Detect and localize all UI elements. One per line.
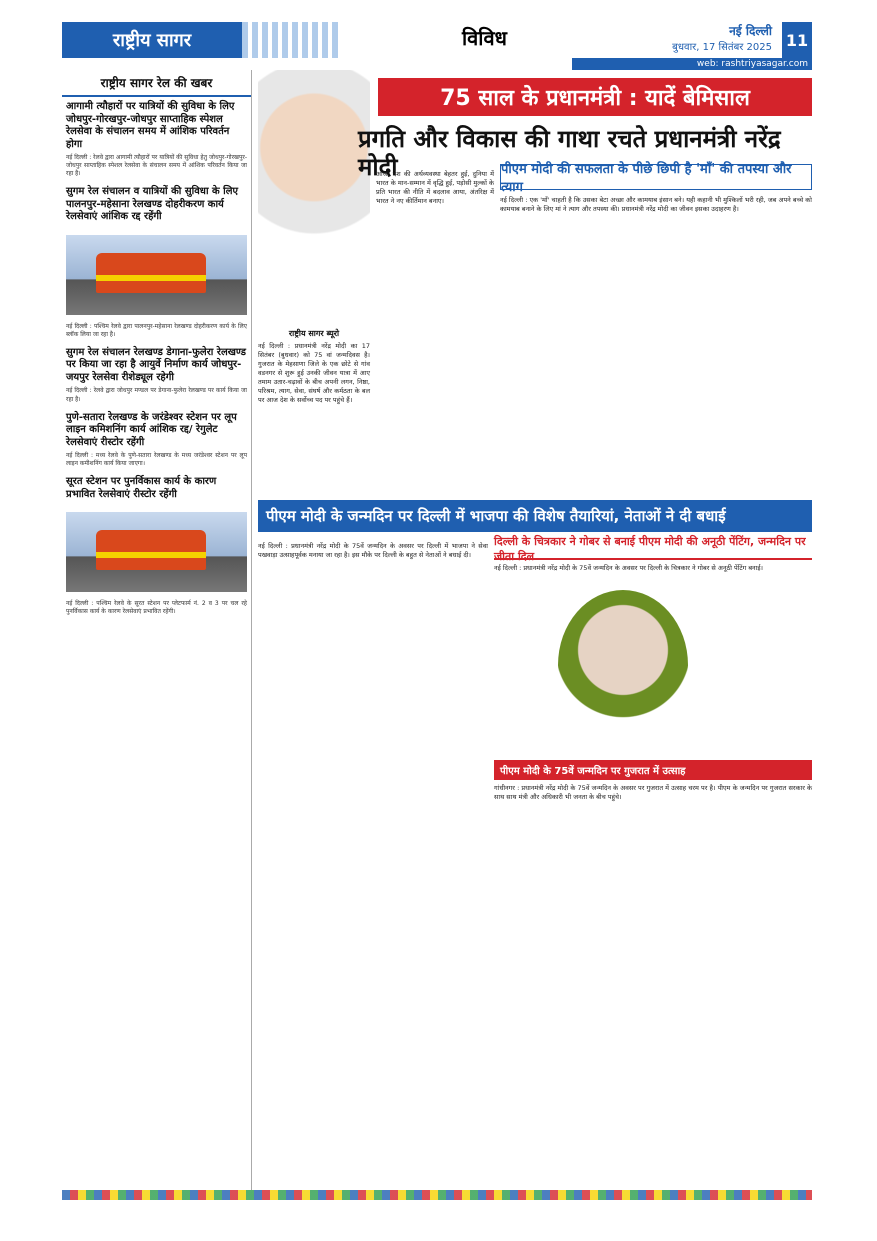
news-item bbox=[62, 343, 251, 408]
news-headline: सुगम रेल संचालन व यात्रियों की सुविधा के लिए पालनपुर-महेसाना रेलखण्ड दोहरीकरण कार्य रेलसेवाएं आंशिक रद्द रहेंगी bbox=[66, 186, 239, 223]
decorative-dots bbox=[242, 22, 342, 58]
article-col-3: नई दिल्ली : एक 'माँ' चाहती है कि उसका बेटा अच्छा और कामयाब इंसान बने। यही कहानी भी मुश्किलों भरी रही, जब अपने बच्चे को कामयाब बनाने के लिए मां ने त्याग और तपस्या की। प्रधानमंत्री नरेंद्र मोदी का जीवन इसका उदाहरण है। bbox=[500, 196, 812, 213]
news-body: नई दिल्ली : रेलवे द्वारा आगामी त्यौहारों पर यात्रियों की सुविधा हेतु जोधपुर-गोरखपुर-जोधपुर साप्ताहिक स्पेशल रेलसेवा के संचालन समय में आंशिक परिवर्तन किया जा रहा है। bbox=[66, 154, 247, 178]
news-item bbox=[62, 97, 251, 182]
page-header bbox=[62, 22, 812, 68]
brand-logo[interactable]: राष्ट्रीय सागर bbox=[62, 22, 242, 58]
news-body: नई दिल्ली : पश्चिम रेलवे के सूरत स्टेशन पर प्लेटफार्म नं. 2 व 3 पर चल रहे पुनर्विकास कार्य के कारण रेलसेवाएं प्रभावित रहेंगी। bbox=[66, 600, 247, 616]
news-headline: सुगम रेल संचालन रेलखण्ड डेगाना-फुलेरा रेलखण्ड पर किया जा रहा है आयुर्वे निर्माण कार्य जोधपुर-जयपुर रेलसेवा रीशेड्यूल रहेगी bbox=[66, 346, 247, 383]
news-headline: सूरत स्टेशन पर पुनर्विकास कार्य के कारण प्रभावित रेलसेवाएं रीस्टोर रहेंगी bbox=[66, 476, 217, 500]
city: नई दिल्ली bbox=[729, 24, 772, 38]
date: बुधवार, 17 सितंबर 2025 bbox=[672, 42, 772, 53]
news-body: नई दिल्ली : मध्य रेलवे के पुणे-सतारा रेलखण्ड के मध्य जरंडेश्वर स्टेशन पर लूप लाइन कमीशनिंग कार्य किया जाएगा। bbox=[66, 452, 247, 468]
gujarat-article: गांधीनगर : प्रधानमंत्री नरेंद्र मोदी के 75वें जन्मदिन के अवसर पर गुजरात में उत्साह चरम पर है। पीएम के जन्मदिन पर गुजरात सरकार के साथ साथ मंत्री और अधिकारी भी जनता के बीच पहुंचे। bbox=[494, 784, 812, 801]
section-title: विविध bbox=[462, 26, 507, 50]
news-body: नई दिल्ली : पश्चिम रेलवे द्वारा पालनपुर-महेसाना रेलखण्ड दोहरीकरण कार्य के लिए ब्लॉक लिया जा रहा है। bbox=[66, 322, 247, 338]
locomotive-stripe bbox=[96, 275, 206, 281]
news-item bbox=[62, 319, 251, 343]
painting-headline: दिल्ली के चित्रकार ने गोबर से बनाई पीएम मोदी की अनूठी पेंटिंग, जन्मदिन पर जीता दिल bbox=[494, 540, 812, 560]
bottom-article: नई दिल्ली : प्रधानमंत्री नरेंद्र मोदी के 75वें जन्मदिन के अवसर पर दिल्ली में भाजपा ने सेवा पखवाड़ा उत्साहपूर्वक मनाया जा रहा है। इस मौके पर दिल्ली के बहुत से नेताओं ने बधाई दी। bbox=[258, 542, 488, 559]
bottom-headline: पीएम मोदी के जन्मदिन पर दिल्ली में भाजपा की विशेष तैयारियां, नेताओं ने दी बधाई bbox=[258, 500, 812, 532]
news-item bbox=[62, 408, 251, 473]
news-item bbox=[62, 472, 251, 508]
left-column-title: राष्ट्रीय सागर रेल की खबर bbox=[62, 70, 251, 97]
painting-photo bbox=[558, 590, 688, 740]
news-item bbox=[62, 596, 251, 620]
photo-caption: राष्ट्रीय सागर ब्यूरो bbox=[288, 329, 340, 338]
sub-banner: पीएम मोदी की सफलता के पीछे छिपी है 'माँ' की तपस्या और त्याग bbox=[500, 164, 812, 190]
main-banner: 75 साल के प्रधानमंत्री : यादें बेमिसाल bbox=[378, 78, 812, 116]
website[interactable]: web: rashtriyasagar.com bbox=[572, 58, 812, 70]
painting-article: नई दिल्ली : प्रधानमंत्री नरेंद्र मोदी के 75वें जन्मदिन के अवसर पर दिल्ली के चित्रकार ने गोबर से अनूठी पेंटिंग बनाई। bbox=[494, 564, 764, 572]
footer-color-strip bbox=[62, 1190, 812, 1200]
news-body: नई दिल्ली : रेलवे द्वारा जोधपुर मण्डल पर डेगाना-फुलेरा रेलखण्ड पर कार्य किया जा रहा है। bbox=[66, 387, 247, 403]
page-number: 11 bbox=[782, 22, 812, 58]
locomotive bbox=[96, 530, 206, 570]
news-item bbox=[62, 182, 251, 231]
locomotive-stripe bbox=[96, 552, 206, 558]
main-area bbox=[258, 70, 812, 1190]
locomotive bbox=[96, 253, 206, 293]
train-photo bbox=[66, 512, 247, 592]
main-headline: प्रगति और विकास की गाथा रचते प्रधानमंत्री नरेंद्र मोदी bbox=[358, 125, 781, 181]
left-column bbox=[62, 70, 252, 1190]
portrait-photo bbox=[258, 70, 370, 328]
article-col-1: नई दिल्ली : प्रधानमंत्री नरेंद्र मोदी का 17 सितंबर (बुधवार) को 75 वां जन्मदिवस है। गुजरात के मेहसाणा जिले के एक छोटे से गांव वडनगर से शुरू हुई उनकी जीवन यात्रा में आए तमाम उतार-चढ़ावों के बीच अपनी लगन, निष्ठा, परिश्रम, त्याग, सेवा, संघर्ष और कर्मठता के बल पर आज देश के सर्वोच्च पद पर पहुंचे हैं। bbox=[258, 342, 370, 404]
news-headline: आगामी त्यौहारों पर यात्रियों की सुविधा के लिए जोधपुर-गोरखपुर-जोधपुर साप्ताहिक स्पेशल रेलसेवा के संचालन समय में आंशिक परिवर्तन होगा bbox=[66, 101, 235, 150]
gujarat-headline: पीएम मोदी के 75वें जन्मदिन पर गुजरात में उत्साह bbox=[494, 760, 812, 780]
dateline bbox=[672, 22, 772, 53]
train-photo bbox=[66, 235, 247, 315]
article-col-2: आज, देश की अर्थव्यवस्था बेहतर हुई, दुनिया में भारत के मान-सम्मान में वृद्धि हुई, पड़ोसी मुल्कों के प्रति भारत की नीति में बदलाव आया, अंतरिक्ष में भारत ने नए कीर्तिमान बनाए। bbox=[376, 170, 494, 205]
news-headline: पुणे-सतारा रेलखण्ड के जरंडेश्वर स्टेशन पर लूप लाइन कमिशनिंग कार्य आंशिक रद्द/ रेगुलेट रेलसेवाएं रीस्टोर रहेंगी bbox=[66, 411, 237, 448]
